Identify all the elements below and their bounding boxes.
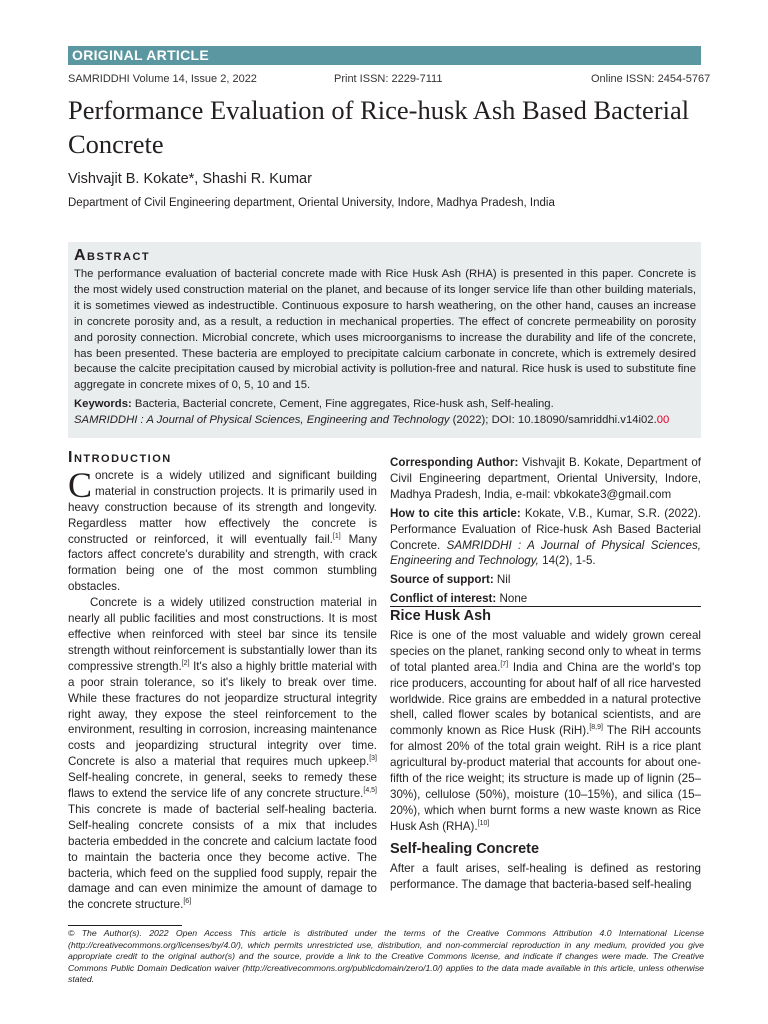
citation-ref[interactable]: [1] xyxy=(332,532,341,540)
article-title: Performance Evaluation of Rice-husk Ash Based Bacterial Concrete xyxy=(68,95,690,159)
affiliation: Department of Civil Engineering department, Oriental University, Indore, Madhya Pradesh, India xyxy=(68,197,555,209)
print-issn: Print ISSN: 2229-7111 xyxy=(334,73,443,85)
rice-husk-paragraph: Rice is one of the most valuable and widely grown cereal species on the planet, ranking second only to wheat in terms of total planted area.[7] India and China are the world's top rice producers, accounting for about half of all rice harvested worldwide. Rice grains are embedded in a natural protective shell, called flower scales by botanical scientists, and are commonly known as Rice Husk (RiH).[8,9] The RiH accounts for almost 20% of the total grain weight. RiH is a rice plant agricultural by-product material that accounts for about one-fifth of the rice weight; its structure is made up of lignin (25–30%), cellulose (50%), moisture (10–15%), and silica (15–20%), which when burnt forms a new waste known as Rice Husk Ash (RHA).[10] xyxy=(390,628,702,833)
authors: Vishvajit B. Kokate*, Shashi R. Kumar xyxy=(68,171,312,187)
license-footnote: © The Author(s). 2022 Open Access This article is distributed under the terms of the Creative Commons Attribution 4.0 International License (http://creativecommons.org/licenses/by/4.0/), which permits unrestricted use, distribution, and non-commercial reproduction in any medium, provided you give appropriate credit to the original author(s) and the source, provide a link to the Creative Commons license, and indicate if changes were made. The Creative Commons Public Domain Dedication waiver (http://creativecommons.org/publicdomain/zero/1.0/) applies to the data made available in this article, unless otherwise stated. xyxy=(68,928,704,985)
abstract-box xyxy=(68,242,701,438)
online-issn: Online ISSN: 2454-5767 xyxy=(591,73,711,85)
citation-ref[interactable]: [4,5] xyxy=(363,787,377,795)
introduction-heading: Introduction xyxy=(68,449,172,466)
journal-issue: SAMRIDDHI Volume 14, Issue 2, 2022 xyxy=(68,73,257,85)
keywords-label: Keywords: xyxy=(74,398,132,411)
introduction-section xyxy=(68,450,377,913)
article-type-band xyxy=(68,46,701,65)
footnote-divider xyxy=(68,925,182,926)
citation-ref[interactable]: [8,9] xyxy=(589,724,603,732)
citation-ref[interactable]: [6] xyxy=(183,898,192,906)
doi[interactable]: (2022); DOI: 10.18090/samriddhi.v14i02. xyxy=(452,414,657,427)
drop-cap: C xyxy=(68,464,93,505)
abstract-text: The performance evaluation of bacterial concrete made with Rice Husk Ash (RHA) is presented in this paper. Concrete is the most widely used construction material on the planet, and because of its longer service life than other building materials, it is sometimes viewed as indestructible. Continuous exposure to harsh weathering, on the other hand, causes an increase in concrete porosity and, as a result, a reduction in mechanical properties. The effect of concrete permeability on porosity and porosity connection. Microbial concrete, which uses microorganisms to increase the durability and life of the concrete, has been presented. These bacteria are employed to precipitate calcium carbonate in concrete, which is extremely desired because the calcite precipitation caused by microbial activity is pollution-free and natural. Rice husk is used to substitute fine aggregate in concrete mixes of 0, 5, 10 and 15. xyxy=(74,268,696,392)
keywords xyxy=(74,397,696,413)
self-healing-heading: Self-healing Concrete xyxy=(390,841,540,857)
keywords-list: Bacteria, Bacterial concrete, Cement, Fine aggregates, Rice-husk ash, Self-healing. xyxy=(134,398,554,411)
self-healing-section xyxy=(390,842,701,893)
corresponding-author: Corresponding Author: Vishvajit B. Kokate, Department of Civil Engineering department, Oriental University, Indore, Madhya Pradesh, India, e-mail: vbkokate3@gmail.com xyxy=(390,456,701,501)
citation-ref[interactable]: [10] xyxy=(477,819,490,827)
how-to-cite: How to cite this article: Kokate, V.B., Kumar, S.R. (2022). Performance Evaluation of Rice-husk Ash Based Bacterial Concrete. SAMRIDDHI : A Journal of Physical Sciences, Engineering and Technology, 14(2), 1-5. xyxy=(390,506,701,568)
article-info xyxy=(390,455,701,607)
intro-paragraph-1: Concrete is a widely utilized and significant building material in construction projects. It is primarily used in heavy construction because of its strength and longevity. Regardless matter how effectively the concrete is constructed or reinforced, it will eventually fail.[1] Many factors affect concrete's durability and strength, with crack formation being one of the most common stumbling obstacles. xyxy=(68,464,377,594)
source-of-support: Source of support: Nil xyxy=(390,573,511,587)
conflict-of-interest: Conflict of interest: None xyxy=(390,592,528,606)
doi-suffix[interactable]: 00 xyxy=(656,414,670,427)
citation-ref[interactable]: [7] xyxy=(500,660,509,668)
self-healing-paragraph: After a fault arises, self-healing is defined as restoring performance. The damage that bacteria-based self-healing xyxy=(390,861,701,891)
journal-citation xyxy=(74,413,696,429)
citation-ref[interactable]: [2] xyxy=(181,659,190,667)
rice-husk-heading: Rice Husk Ash xyxy=(390,608,491,624)
info-divider xyxy=(390,606,701,607)
journal-name: SAMRIDDHI : A Journal of Physical Sciences, Engineering and Technology xyxy=(74,414,450,427)
rice-husk-section xyxy=(390,609,701,835)
abstract-heading: Abstract xyxy=(74,247,151,264)
intro-paragraph-2: Concrete is a widely utilized construction material in nearly all public facilities and most constructions. It is most effective when reinforced with steel bar since its tensile strength without reinforcement is substantially lower than its compressive strength.[2] It's also a highly brittle material with a poor strain tolerance, so it's likely to break over time. While these fractures do not jeopardize structural integrity right away, they expose the steel reinforcement to the environment, resulting in corrosion, increasing maintenance costs and jeopardizing structural integrity over time. Concrete is also a material that requires much upkeep.[3] Self-healing concrete, in general, seeks to remedy these flaws to extend the service life of any concrete structure.[4,5] This concrete is made of bacterial self-healing bacteria. Self-healing concrete consists of a mix that includes bacteria embedded in the concrete and calcium lactate food to maintain the bacteria once they become active. The bacteria, which feed on the supplied food supply, repair the damage and can even minimize the amount of damage to the concrete structure.[6] xyxy=(68,596,377,912)
article-type-label: ORIGINAL ARTICLE xyxy=(72,47,210,63)
citation-ref[interactable]: [3] xyxy=(369,755,377,763)
